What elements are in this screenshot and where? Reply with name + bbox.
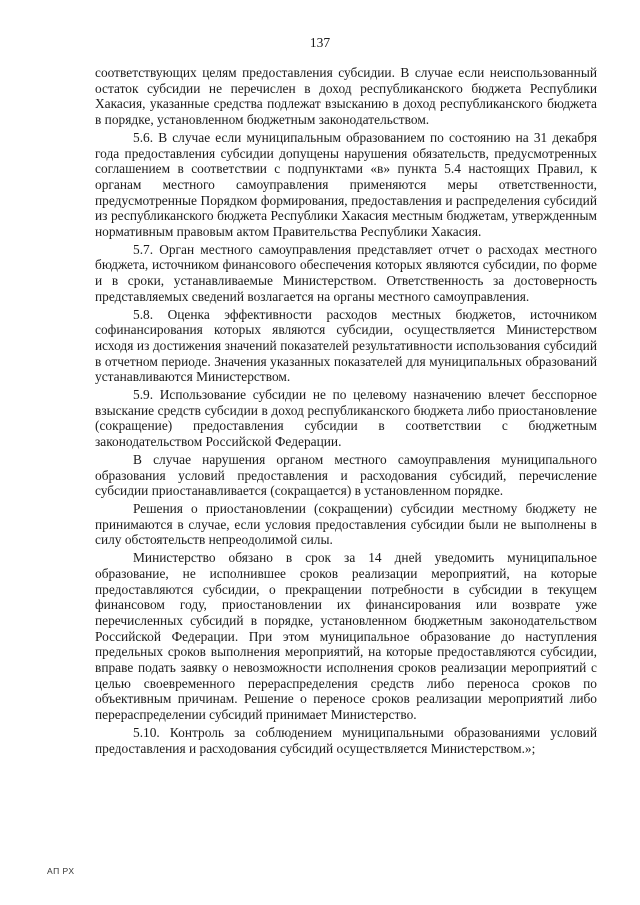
paragraph-5-9: 5.9. Использование субсидии не по целевому назначению влечет бесспорное взыскание средств субсидии в доход республиканского бюджета либо приостановление (сокращение) предоставления субсидии в соответствии с бюджетным законодательством Российской Федерации. bbox=[95, 387, 597, 450]
paragraph-continuation: соответствующих целям предоставления субсидии. В случае если неиспользованный остаток субсидии не перечислен в доход республиканского бюджета Республики Хакасия, указанные средства подлежат взысканию в доход республиканского бюджета в порядке, установленном бюджетным законодательством. bbox=[95, 65, 597, 128]
paragraph-5-7: 5.7. Орган местного самоуправления представляет отчет о расходах местного бюджета, источником финансового обеспечения которых являются субсидии, по форме и в сроки, устанавливаемые Министерством. Ответственность за достоверность представляемых сведений возлагается на органы местного самоуправления. bbox=[95, 241, 597, 304]
paragraph-5-8: 5.8. Оценка эффективности расходов местных бюджетов, источником софинансирования которых являются субсидии, осуществляется Министерством исходя из достижения значений показателей результативности использования субсидий в отчетном периоде. Значения указанных показателей для муниципальных образований устанавливаются Министерством. bbox=[95, 306, 597, 385]
paragraph-violation: В случае нарушения органом местного самоуправления муниципального образования условий предоставления и расходования субсидий, перечисление субсидии приостанавливается (сокращается) в установленном порядке. bbox=[95, 451, 597, 499]
footer-mark: АП РХ bbox=[47, 866, 75, 876]
paragraph-ministry-obligation: Министерство обязано в срок за 14 дней уведомить муниципальное образование, не исполнившее сроков реализации мероприятий, на которые предоставляются субсидии, о прекращении потребности в субсидии в текущем финансовом году, приостановлении их финансирования или возврате уже перечисленных субсидий в порядке, установленном бюджетным законодательством Российской Федерации. При этом муниципальное образование до наступления предельных сроков выполнения мероприятий, на которые предоставляются субсидии, вправе подать заявку о невозможности исполнения сроков реализации мероприятий с целью своевременного перераспределения средств либо переноса сроков по объективным причинам. Решение о переносе сроков реализации мероприятий либо перераспределении субсидий принимает Министерство. bbox=[95, 550, 597, 723]
paragraph-5-6: 5.6. В случае если муниципальным образованием по состоянию на 31 декабря года предоставления субсидии допущены нарушения обязательств, предусмотренных соглашением в соответствии с подпунктами «в» пункта 5.4 настоящих Правил, к органам местного самоуправления применяются меры ответственности, предусмотренные Порядком формирования, предоставления и распределения субсидий из республиканского бюджета Республики Хакасия местным бюджетам, утвержденным нормативным правовым актом Правительства Республики Хакасия. bbox=[95, 129, 597, 240]
document-body bbox=[95, 65, 597, 758]
paragraph-decisions: Решения о приостановлении (сокращении) субсидии местному бюджету не принимаются в случае, если условия предоставления субсидии были не выполнены в силу обстоятельств непреодолимой силы. bbox=[95, 500, 597, 548]
paragraph-5-10: 5.10. Контроль за соблюдением муниципальными образованиями условий предоставления и расходования субсидий осуществляется Министерством.»; bbox=[95, 724, 597, 756]
page-number: 137 bbox=[309, 35, 331, 50]
